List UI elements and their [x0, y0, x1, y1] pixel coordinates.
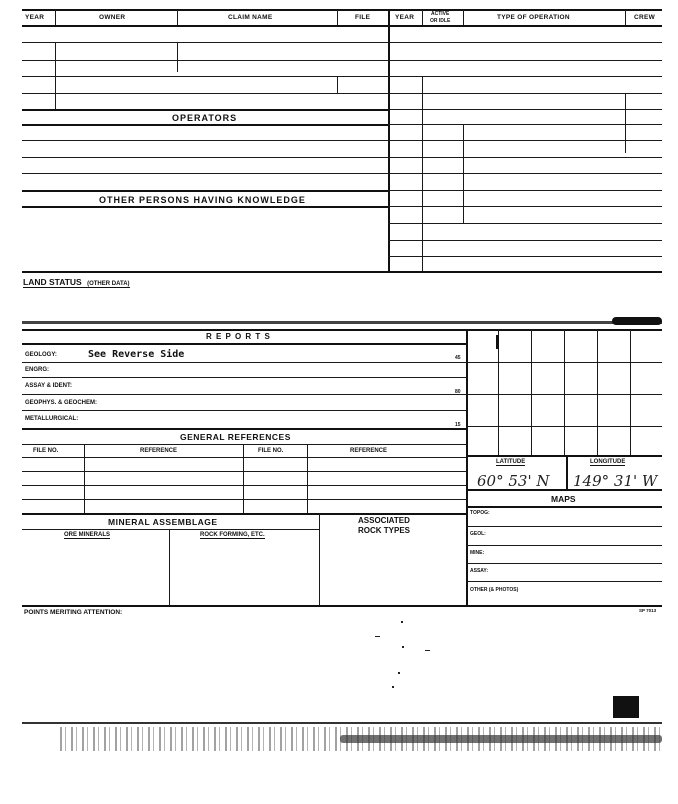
- metallurgical-code: 15: [455, 422, 461, 428]
- header-claim-name: CLAIM NAME: [228, 14, 273, 21]
- assay-ident-label: ASSAY & IDENT:: [25, 383, 73, 389]
- ref-header-file-no-1: FILE NO.: [33, 448, 59, 454]
- header-active: ACTIVE: [431, 11, 450, 17]
- maps-geol: GEOL:: [470, 531, 486, 537]
- speck: [402, 646, 404, 648]
- points-meriting-attention-label: POINTS MERITING ATTENTION:: [24, 609, 123, 616]
- header-file: FILE: [355, 14, 371, 21]
- maps-topog: TOPOG:: [470, 510, 490, 516]
- header-year: YEAR: [25, 14, 45, 21]
- latitude-label: LATITUDE: [496, 459, 526, 465]
- rock-types-label: ROCK TYPES: [358, 526, 411, 535]
- maps-title: MAPS: [551, 494, 576, 504]
- ref-header-file-no-2: FILE NO.: [258, 448, 284, 454]
- geology-code: 45: [455, 355, 461, 361]
- scan-smudge-top: [22, 321, 662, 324]
- land-status-label: LAND STATUS (OTHER DATA): [23, 277, 130, 287]
- assay-code: 80: [455, 389, 461, 395]
- longitude-value: 149° 31' W: [573, 472, 658, 490]
- ref-header-reference-1: REFERENCE: [140, 448, 178, 454]
- mineral-assemblage-title: MINERAL ASSEMBLAGE: [108, 517, 218, 527]
- geology-label: GEOLOGY:: [25, 352, 57, 358]
- longitude-label: LONGITUDE: [590, 459, 626, 465]
- rock-forming-header: ROCK FORMING, ETC.: [200, 532, 265, 538]
- scan-smear-bottom: [22, 722, 662, 724]
- speck: [375, 636, 380, 637]
- maps-other: OTHER (& PHOTOS): [470, 587, 519, 593]
- reports-title: R E P O R T S: [206, 332, 271, 341]
- scan-blot-right: [612, 317, 662, 325]
- other-persons-title: OTHER PERSONS HAVING KNOWLEDGE: [99, 195, 306, 205]
- maps-mine: MINE:: [470, 550, 485, 556]
- maps-assay: ASSAY:: [470, 568, 489, 574]
- header-crew: CREW: [634, 14, 656, 21]
- speck: [401, 621, 403, 623]
- ore-minerals-header: ORE MINERALS: [64, 532, 111, 538]
- header-owner: OWNER: [99, 14, 126, 21]
- general-references-title: GENERAL REFERENCES: [180, 432, 291, 442]
- engrg-label: ENGRG:: [25, 367, 49, 373]
- header-year-2: YEAR: [395, 14, 415, 21]
- associated-label: ASSOCIATED: [358, 516, 410, 525]
- geophys-label: GEOPHYS. & GEOCHEM:: [25, 400, 98, 406]
- scan-noise-dark: [340, 735, 662, 743]
- scan-block-square: [613, 696, 639, 718]
- speck: [398, 672, 400, 674]
- latitude-value: 60° 53' N: [477, 472, 550, 490]
- geology-value: See Reverse Side: [88, 349, 185, 360]
- metallurgical-label: METALLURGICAL:: [25, 416, 79, 422]
- speck: [425, 650, 430, 651]
- operators-title: OPERATORS: [172, 113, 238, 123]
- header-type-of-operation: TYPE OF OPERATION: [497, 14, 570, 21]
- grid-mark: [496, 335, 499, 349]
- header-or-idle: OR IDLE: [430, 18, 451, 24]
- form-code: SP 7013: [639, 608, 657, 613]
- speck: [392, 686, 394, 688]
- ref-header-reference-2: REFERENCE: [350, 448, 388, 454]
